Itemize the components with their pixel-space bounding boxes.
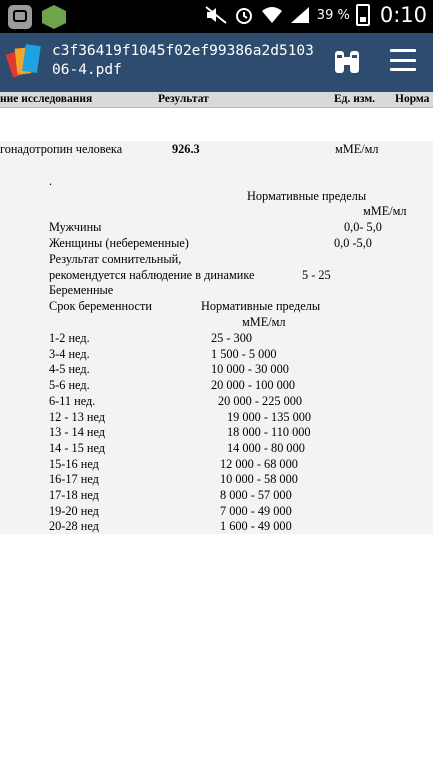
norm-unit: мМЕ/мл <box>363 204 407 218</box>
doubtful-value: 5 - 25 <box>302 268 331 282</box>
pregnancy-term: 16-17 нед <box>49 472 99 487</box>
test-unit: мМЕ/мл <box>335 142 379 156</box>
pregnancy-term: 17-18 нед <box>49 488 99 502</box>
status-bar <box>0 0 433 33</box>
pregnancy-term: 5-6 нед. <box>49 378 90 393</box>
men-label: Мужчины <box>49 220 102 234</box>
pregnant-label: Беременные <box>49 283 114 297</box>
pregnancy-term: 1-2 нед. <box>49 331 90 345</box>
pregnancy-range: 10 000 - 58 000 <box>220 472 298 487</box>
hamburger-line <box>390 59 416 62</box>
alarm-icon <box>233 4 255 26</box>
note-dot: . <box>49 174 53 188</box>
battery-percent: 39 % <box>316 7 350 23</box>
term-norm-header: Нормативные пределы <box>201 299 321 313</box>
spacer <box>0 108 433 141</box>
column-header-result: Результат <box>158 93 209 105</box>
term-unit: мМЕ/мл <box>242 315 286 329</box>
wifi-icon <box>261 4 283 26</box>
pregnancy-range: 19 000 - 135 000 <box>227 409 312 424</box>
pregnancy-range: 18 000 - 110 000 <box>227 425 311 440</box>
women-label: Женщины (небеременные) <box>49 236 189 250</box>
norm-title: Нормативные пределы <box>247 189 367 203</box>
pregnancy-term: 13 - 14 нед <box>49 425 106 440</box>
women-value: 0,0 -5,0 <box>334 236 372 250</box>
pregnancy-term: 12 - 13 нед <box>49 409 106 424</box>
pregnancy-range: 12 000 - 68 000 <box>220 456 298 471</box>
pregnancy-term: 20-28 нед <box>49 519 99 534</box>
binoculars-icon <box>332 47 362 77</box>
men-value: 0,0- 5,0 <box>344 220 382 234</box>
document-title: c3f36419f1045f02ef99386a2d510306-4.pdf <box>52 43 314 78</box>
column-header-norm: Норма <box>395 93 430 105</box>
column-header-name: ние исследования <box>0 93 93 105</box>
pregnancy-term: 19-20 нед <box>49 503 99 518</box>
app-bar <box>0 33 433 92</box>
polaris-office-logo-icon <box>6 42 46 82</box>
pregnancy-term: 6-11 нед. <box>49 393 96 408</box>
pregnancy-term: 14 - 15 нед <box>49 440 106 455</box>
signal-icon <box>289 4 311 26</box>
pregnancy-term: 4-5 нед. <box>49 362 90 377</box>
pregnancy-range: 25 - 300 <box>211 331 252 345</box>
pregnancy-range: 10 000 - 30 000 <box>211 362 289 377</box>
menu-button[interactable] <box>390 49 416 71</box>
column-header-unit: Ед. изм. <box>334 93 376 105</box>
term-header: Срок беременности <box>49 299 152 313</box>
pregnancy-range: 8 000 - 57 000 <box>220 488 292 502</box>
pregnancy-term: 15-16 нед <box>49 456 99 471</box>
notification-app-icon <box>8 5 32 29</box>
doubtful-line2: рекомендуется наблюдение в динамике <box>49 268 255 282</box>
pregnancy-range: 1 500 - 5 000 <box>211 346 277 361</box>
hamburger-line <box>390 68 416 71</box>
hamburger-line <box>390 49 416 52</box>
notification-shield-icon <box>42 5 66 29</box>
find-binoculars-button[interactable] <box>332 47 362 77</box>
pregnancy-range: 7 000 - 49 000 <box>220 503 292 518</box>
mute-icon <box>205 4 227 26</box>
test-result: 926.3 <box>172 142 200 156</box>
table-header-row <box>0 92 433 108</box>
pregnancy-range: 14 000 - 80 000 <box>227 440 305 455</box>
pregnancy-range: 1 600 - 49 000 <box>220 519 292 534</box>
clock: 0:10 <box>379 3 427 27</box>
pregnancy-range: 20 000 - 225 000 <box>218 393 303 408</box>
pregnancy-range: 20 000 - 100 000 <box>211 378 296 393</box>
test-name: гонадотропин человека <box>0 142 123 156</box>
pregnancy-term: 3-4 нед. <box>49 346 90 361</box>
battery-icon <box>356 4 370 26</box>
pdf-page[interactable] <box>0 92 433 534</box>
doubtful-line1: Результат сомнительный, <box>49 252 182 266</box>
